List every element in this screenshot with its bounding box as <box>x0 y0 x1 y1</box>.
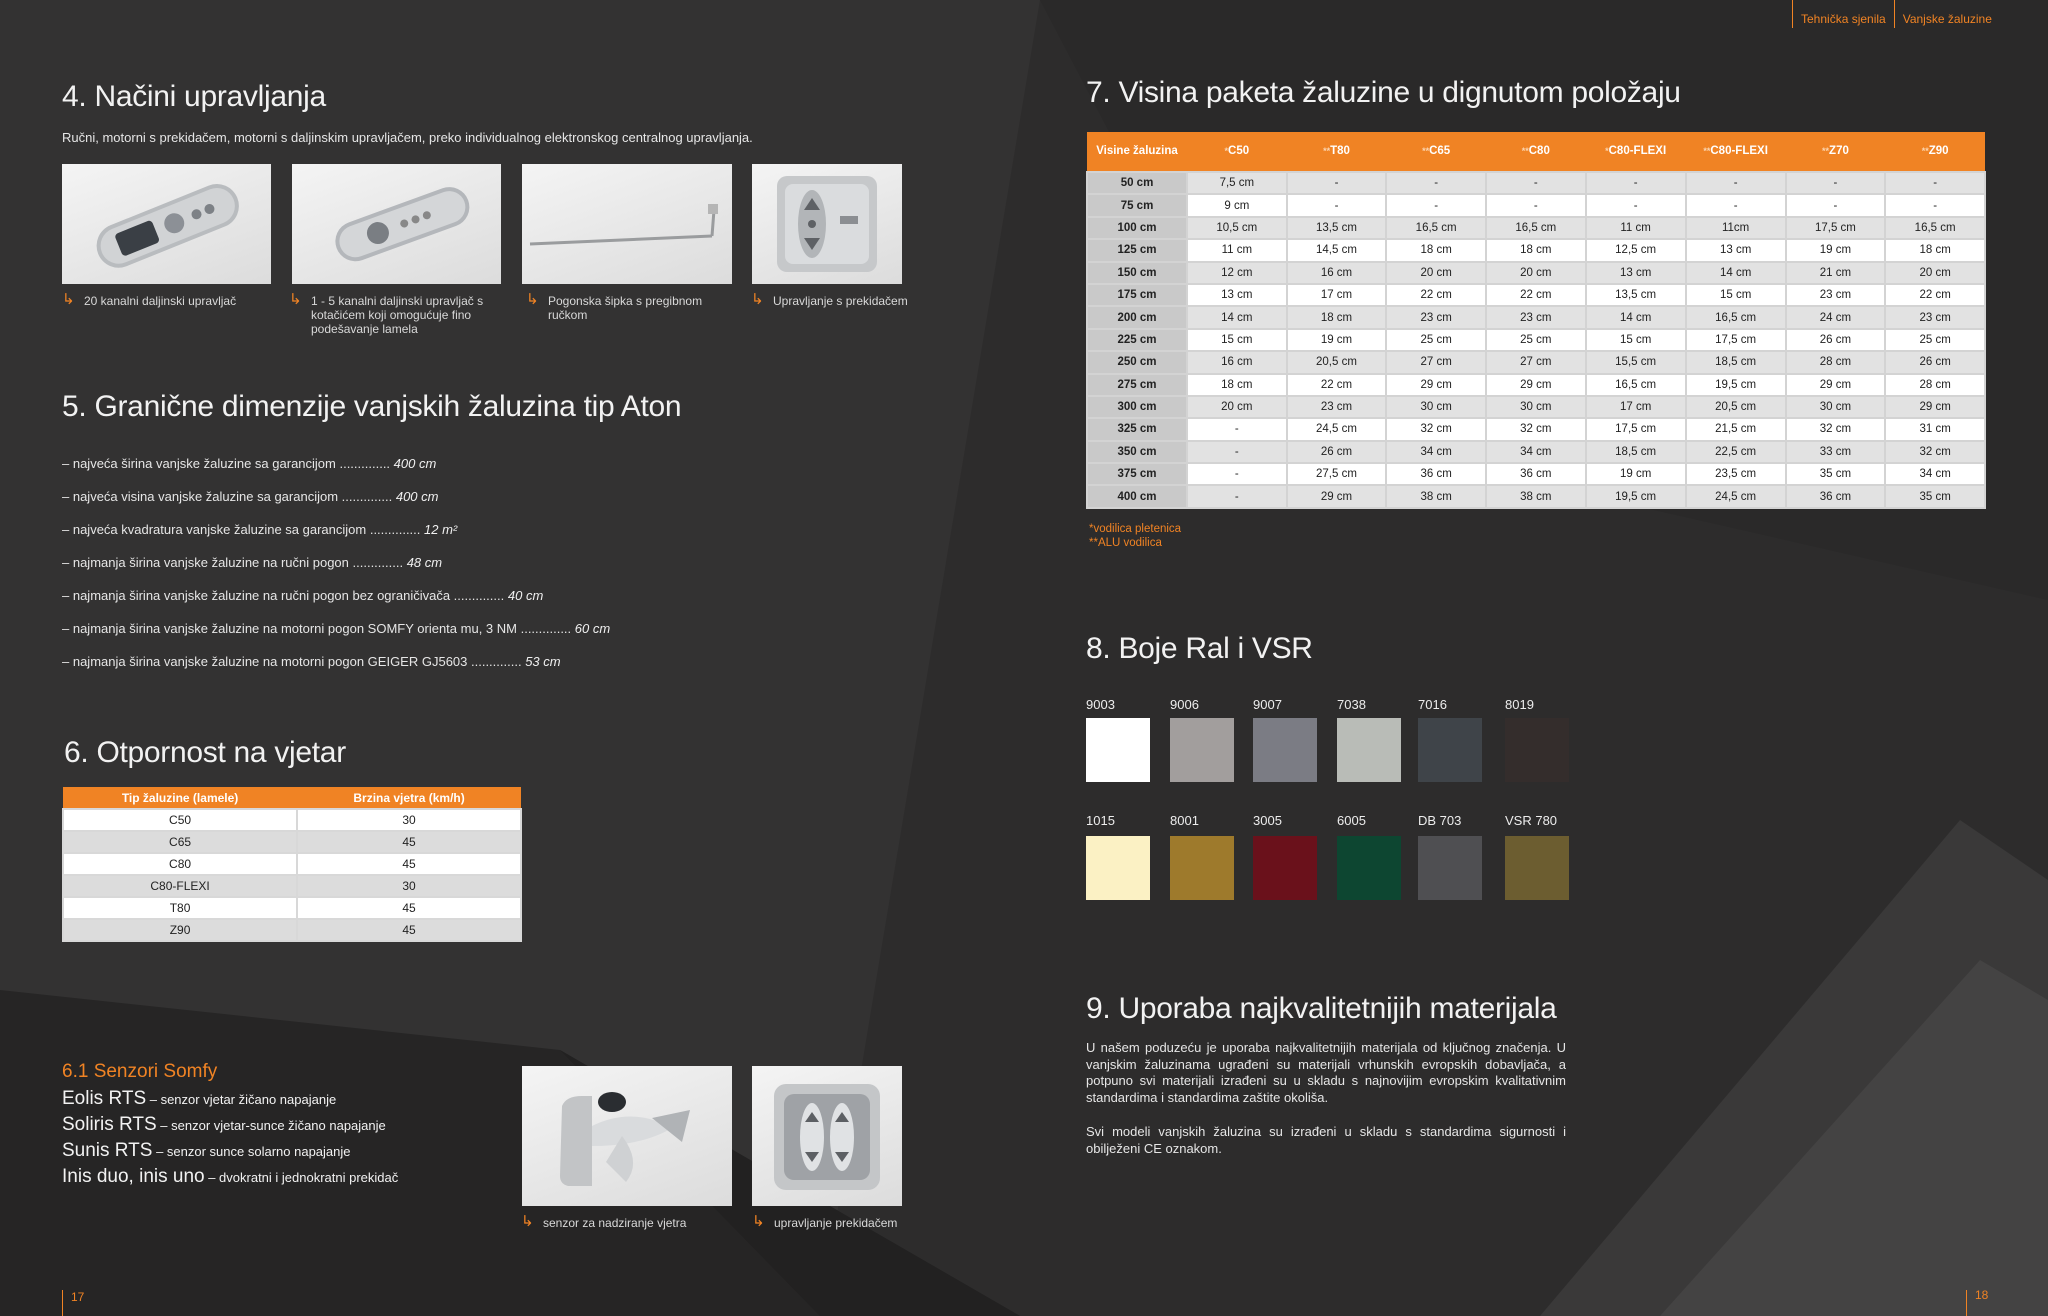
table-cell: 13 cm <box>1187 284 1287 306</box>
table-cell: 19 cm <box>1586 463 1686 485</box>
caption-wind-sensor: ↳ senzor za nadziranje vjetra <box>521 1213 687 1230</box>
row-height-label: 175 cm <box>1087 284 1187 306</box>
table-cell: 20,5 cm <box>1287 351 1387 373</box>
table-cell: 32 cm <box>1885 441 1985 463</box>
table-cell: 17,5 cm <box>1586 418 1686 440</box>
table-cell: 16,5 cm <box>1686 306 1786 328</box>
row-height-label: 200 cm <box>1087 306 1187 328</box>
table-cell: 34 cm <box>1885 463 1985 485</box>
table-cell: 38 cm <box>1486 485 1586 507</box>
table-cell: 29 cm <box>1386 374 1486 396</box>
table-corner-header: Visine žaluzina <box>1087 132 1187 172</box>
remote-20ch-image <box>62 164 271 284</box>
section4-subtitle: Ručni, motorni s prekidačem, motorni s daljinskim upravljačem, preko individualnog elektronskog centralnog upravljanja. <box>62 130 753 145</box>
table-cell: 18 cm <box>1386 239 1486 261</box>
swatch-label: 6005 <box>1337 813 1366 828</box>
table-cell: 22 cm <box>1885 284 1985 306</box>
table-cell: 18,5 cm <box>1686 351 1786 373</box>
table-cell: 19,5 cm <box>1586 485 1686 507</box>
swatch-label: 8001 <box>1170 813 1199 828</box>
table-cell: 20 cm <box>1885 262 1985 284</box>
sensor-item: Soliris RTS – senzor vjetar-sunce žičano napajanje <box>62 1114 386 1135</box>
wind-resistance-table <box>62 787 522 942</box>
table-cell: 23 cm <box>1486 306 1586 328</box>
table-cell: 35 cm <box>1786 463 1886 485</box>
column-header: *C50 <box>1187 132 1287 172</box>
table-cell: 25 cm <box>1386 329 1486 351</box>
table-cell: 14 cm <box>1586 306 1686 328</box>
row-height-label: 125 cm <box>1087 239 1187 261</box>
table-cell: 18 cm <box>1885 239 1985 261</box>
table-row: T80 45 <box>63 897 521 919</box>
column-header: **C80 <box>1486 132 1586 172</box>
table-cell: 30 cm <box>1486 396 1586 418</box>
table-cell: 22 cm <box>1386 284 1486 306</box>
section61-title: 6.1 Senzori Somfy <box>62 1061 218 1082</box>
caption-remote-wheel: ↳ 1 - 5 kanalni daljinski upravljač s kotačićem koji omogućuje fino podešavanje lamela <box>289 291 484 336</box>
page-number-right: 18 <box>1975 1288 1989 1302</box>
page-number-rule-left <box>62 1290 63 1316</box>
row-height-label: 75 cm <box>1087 194 1187 216</box>
row-height-label: 50 cm <box>1087 172 1187 194</box>
limit-item: – najveća visina vanjske žaluzine sa garancijom .............. 400 cm <box>62 489 439 504</box>
sensor-item: Sunis RTS – senzor sunce solarno napajanje <box>62 1140 351 1161</box>
table-row: C50 30 <box>63 809 521 831</box>
table-cell: 34 cm <box>1486 441 1586 463</box>
table-row <box>1087 217 1985 239</box>
table-cell: 17 cm <box>1586 396 1686 418</box>
table-row <box>1087 194 1985 216</box>
table-row: C65 45 <box>63 831 521 853</box>
table-cell: 11 cm <box>1586 217 1686 239</box>
row-height-label: 150 cm <box>1087 262 1187 284</box>
table-cell: 16,5 cm <box>1486 217 1586 239</box>
table-cell: 13,5 cm <box>1586 284 1686 306</box>
color-swatch <box>1505 718 1569 782</box>
table-cell: 18 cm <box>1187 374 1287 396</box>
table-cell: - <box>1287 172 1387 194</box>
table-cell: 31 cm <box>1885 418 1985 440</box>
table-cell: 29 cm <box>1786 374 1886 396</box>
arrow-icon: ↳ <box>752 1213 765 1230</box>
table-cell: 38 cm <box>1386 485 1486 507</box>
section5-title: 5. Granične dimenzije vanjskih žaluzina tip Aton <box>62 390 682 423</box>
arrow-icon: ↳ <box>521 1213 534 1230</box>
table-cell: 17,5 cm <box>1786 217 1886 239</box>
swatch-label: 9003 <box>1086 697 1115 712</box>
table-cell: 14 cm <box>1686 262 1786 284</box>
swatch-label: 7038 <box>1337 697 1366 712</box>
table-cell: 23,5 cm <box>1686 463 1786 485</box>
column-header: **Z70 <box>1786 132 1886 172</box>
section7-title: 7. Visina paketa žaluzine u dignutom položaju <box>1086 76 1681 109</box>
column-header: **Z90 <box>1885 132 1985 172</box>
color-swatch <box>1253 836 1317 900</box>
table-cell: 32 cm <box>1786 418 1886 440</box>
table-cell: 24,5 cm <box>1686 485 1786 507</box>
table-cell: 30 cm <box>1786 396 1886 418</box>
table-cell: - <box>1187 418 1287 440</box>
color-swatch <box>1170 836 1234 900</box>
swatch-label: 1015 <box>1086 813 1115 828</box>
table-cell: 20 cm <box>1386 262 1486 284</box>
table-cell: 14 cm <box>1187 306 1287 328</box>
swatch-label: 9007 <box>1253 697 1282 712</box>
table-notes <box>1089 522 1181 550</box>
color-swatch <box>1505 836 1569 900</box>
table-cell: - <box>1486 194 1586 216</box>
page-header <box>1792 0 1992 28</box>
table-cell: 18 cm <box>1486 239 1586 261</box>
table-row <box>1087 485 1985 507</box>
section8-title: 8. Boje Ral i VSR <box>1086 632 1313 665</box>
table-cell: 23 cm <box>1885 306 1985 328</box>
table-row <box>1087 284 1985 306</box>
column-header: **T80 <box>1287 132 1387 172</box>
table-cell: 15 cm <box>1586 329 1686 351</box>
caption-wall-switch: ↳ Upravljanje s prekidačem <box>751 291 908 308</box>
table-cell: 23 cm <box>1386 306 1486 328</box>
column-header: **C65 <box>1386 132 1486 172</box>
row-height-label: 275 cm <box>1087 374 1187 396</box>
table-cell: 12,5 cm <box>1586 239 1686 261</box>
swatch-label: 8019 <box>1505 697 1534 712</box>
materials-paragraph-1: U našem poduzeću je uporaba najkvalitetnijih materijala od ključnog značenja. U vanjskim žaluzinama ugrađeni su materijali vrhunskih evropskih dobavljača, a potpuno svi materijali izrađeni su u skladu s najnovijim evropskim kvalitativnim standardima i standardima zaštite okoliša. <box>1086 1040 1566 1105</box>
wind-table-header: Brzina vjetra (km/h) <box>297 787 521 809</box>
row-height-label: 100 cm <box>1087 217 1187 239</box>
table-cell: 12 cm <box>1187 262 1287 284</box>
table-cell: 36 cm <box>1786 485 1886 507</box>
table-cell: 15 cm <box>1686 284 1786 306</box>
table-cell: 13,5 cm <box>1287 217 1387 239</box>
table-row <box>1087 329 1985 351</box>
limit-item: – najmanja širina vanjske žaluzine na ručni pogon bez ograničivača .............. 40 cm <box>62 588 544 603</box>
row-height-label: 375 cm <box>1087 463 1187 485</box>
table-row <box>1087 262 1985 284</box>
header-page-label: Vanjske žaluzine <box>1902 12 1992 26</box>
table-cell: 30 cm <box>1386 396 1486 418</box>
table-cell: 11cm <box>1686 217 1786 239</box>
table-cell: 24,5 cm <box>1287 418 1387 440</box>
table-cell: - <box>1586 172 1686 194</box>
column-header: *C80-FLEXI <box>1586 132 1686 172</box>
table-cell: 20 cm <box>1187 396 1287 418</box>
note-alu: **ALU vodilica <box>1089 537 1162 549</box>
table-cell: 7,5 cm <box>1187 172 1287 194</box>
swatch-label: 7016 <box>1418 697 1447 712</box>
table-cell: - <box>1686 172 1786 194</box>
table-cell: 19 cm <box>1287 329 1387 351</box>
table-row: C80 45 <box>63 853 521 875</box>
table-cell: - <box>1786 194 1886 216</box>
swatch-label: 9006 <box>1170 697 1199 712</box>
table-cell: 21,5 cm <box>1686 418 1786 440</box>
table-cell: 16,5 cm <box>1386 217 1486 239</box>
table-row <box>1087 374 1985 396</box>
color-swatch <box>1253 718 1317 782</box>
package-height-table <box>1086 132 1986 509</box>
table-cell: 22,5 cm <box>1686 441 1786 463</box>
caption-remote-20ch: ↳ 20 kanalni daljinski upravljač <box>62 291 237 308</box>
table-cell: 22 cm <box>1287 374 1387 396</box>
table-cell: 18,5 cm <box>1586 441 1686 463</box>
table-cell: 14,5 cm <box>1287 239 1387 261</box>
table-cell: 17,5 cm <box>1686 329 1786 351</box>
table-cell: 16 cm <box>1187 351 1287 373</box>
table-cell: 23 cm <box>1786 284 1886 306</box>
table-cell: 29 cm <box>1885 396 1985 418</box>
table-row <box>1087 418 1985 440</box>
table-cell: - <box>1287 194 1387 216</box>
table-cell: 11 cm <box>1187 239 1287 261</box>
table-cell: 36 cm <box>1486 463 1586 485</box>
table-cell: - <box>1486 172 1586 194</box>
table-cell: - <box>1786 172 1886 194</box>
table-cell: 27 cm <box>1386 351 1486 373</box>
row-height-label: 400 cm <box>1087 485 1187 507</box>
row-height-label: 300 cm <box>1087 396 1187 418</box>
table-cell: 29 cm <box>1287 485 1387 507</box>
limit-item: – najmanja širina vanjske žaluzine na ručni pogon .............. 48 cm <box>62 555 443 570</box>
swatch-label: VSR 780 <box>1505 813 1558 828</box>
table-cell: 23 cm <box>1287 396 1387 418</box>
table-cell: 27,5 cm <box>1287 463 1387 485</box>
page-number-rule-right <box>1966 1290 1967 1316</box>
table-row <box>1087 396 1985 418</box>
caption-crank-rod: ↳ Pogonska šipka s pregibnom ručkom <box>526 291 703 322</box>
color-swatch <box>1418 718 1482 782</box>
color-swatch <box>1086 836 1150 900</box>
sensor-item: Inis duo, inis uno – dvokratni i jednokratni prekidač <box>62 1166 399 1187</box>
table-row <box>1087 306 1985 328</box>
table-cell: 22 cm <box>1486 284 1586 306</box>
table-cell: 21 cm <box>1786 262 1886 284</box>
table-cell: 35 cm <box>1885 485 1985 507</box>
table-cell: 28 cm <box>1786 351 1886 373</box>
table-cell: 28 cm <box>1885 374 1985 396</box>
table-cell: 32 cm <box>1486 418 1586 440</box>
table-cell: - <box>1187 463 1287 485</box>
table-row <box>1087 463 1985 485</box>
table-cell: 26 cm <box>1287 441 1387 463</box>
section9-title: 9. Uporaba najkvalitetnijih materijala <box>1086 992 1557 1025</box>
color-swatch <box>1337 718 1401 782</box>
table-cell: 13 cm <box>1586 262 1686 284</box>
wall-switch-duo-image <box>752 1066 902 1206</box>
table-row: Z90 45 <box>63 919 521 941</box>
table-cell: 9 cm <box>1187 194 1287 216</box>
table-row <box>1087 239 1985 261</box>
color-swatch <box>1086 718 1150 782</box>
table-cell: 19,5 cm <box>1686 374 1786 396</box>
section4-title: 4. Načini upravljanja <box>62 80 326 113</box>
table-cell: 29 cm <box>1486 374 1586 396</box>
table-cell: 33 cm <box>1786 441 1886 463</box>
table-cell: 34 cm <box>1386 441 1486 463</box>
sensor-list <box>62 1086 398 1190</box>
table-cell: - <box>1187 441 1287 463</box>
table-cell: - <box>1386 172 1486 194</box>
page-number-left: 17 <box>71 1290 85 1304</box>
column-header: **C80-FLEXI <box>1686 132 1786 172</box>
row-height-label: 325 cm <box>1087 418 1187 440</box>
table-cell: - <box>1187 485 1287 507</box>
table-cell: 26 cm <box>1885 351 1985 373</box>
arrow-icon: ↳ <box>289 291 302 308</box>
crank-rod-image <box>522 164 732 284</box>
table-cell: 27 cm <box>1486 351 1586 373</box>
section6-title: 6. Otpornost na vjetar <box>64 736 346 769</box>
color-swatch <box>1337 836 1401 900</box>
arrow-icon: ↳ <box>526 291 539 308</box>
table-cell: - <box>1586 194 1686 216</box>
limits-list <box>62 456 610 687</box>
table-cell: 16 cm <box>1287 262 1387 284</box>
row-height-label: 350 cm <box>1087 441 1187 463</box>
row-height-label: 225 cm <box>1087 329 1187 351</box>
table-cell: 32 cm <box>1386 418 1486 440</box>
table-cell: - <box>1686 194 1786 216</box>
limit-item: – najveća kvadratura vanjske žaluzine sa garancijom .............. 12 m² <box>62 522 458 537</box>
table-row <box>1087 441 1985 463</box>
table-cell: 36 cm <box>1386 463 1486 485</box>
table-cell: 13 cm <box>1686 239 1786 261</box>
table-cell: 18 cm <box>1287 306 1387 328</box>
table-cell: 25 cm <box>1486 329 1586 351</box>
note-pletenica: *vodilica pletenica <box>1089 523 1182 535</box>
arrow-icon: ↳ <box>62 291 75 308</box>
table-cell: - <box>1386 194 1486 216</box>
materials-paragraph-2: Svi modeli vanjskih žaluzina su izrađeni u skladu s standardima sigurnosti i obilježeni CE oznakom. <box>1086 1124 1566 1156</box>
table-cell: 15 cm <box>1187 329 1287 351</box>
swatch-label: 3005 <box>1253 813 1282 828</box>
table-cell: - <box>1885 172 1985 194</box>
wind-sensor-image <box>522 1066 732 1206</box>
table-cell: 20,5 cm <box>1686 396 1786 418</box>
table-row <box>1087 172 1985 194</box>
header-section-label: Tehnička sjenila <box>1801 12 1886 26</box>
swatch-label: DB 703 <box>1418 813 1462 828</box>
caption-switch-duo: ↳ upravljanje prekidačem <box>752 1213 898 1230</box>
table-cell: 16,5 cm <box>1885 217 1985 239</box>
remote-wheel-image <box>292 164 501 284</box>
table-cell: 25 cm <box>1885 329 1985 351</box>
limit-item: – najmanja širina vanjske žaluzine na motorni pogon GEIGER GJ5603 .............. 53 cm <box>62 654 561 669</box>
table-cell: - <box>1885 194 1985 216</box>
table-cell: 24 cm <box>1786 306 1886 328</box>
limit-item: – najveća širina vanjske žaluzine sa garancijom .............. 400 cm <box>62 456 437 471</box>
table-row <box>1087 351 1985 373</box>
limit-item: – najmanja širina vanjske žaluzine na motorni pogon SOMFY orienta mu, 3 NM .............. 60 cm <box>62 621 611 636</box>
table-cell: 16,5 cm <box>1586 374 1686 396</box>
wall-switch-image <box>752 164 902 284</box>
sensor-item: Eolis RTS – senzor vjetar žičano napajanje <box>62 1088 337 1109</box>
table-cell: 20 cm <box>1486 262 1586 284</box>
table-row: C80-FLEXI 30 <box>63 875 521 897</box>
color-swatch <box>1418 836 1482 900</box>
table-cell: 15,5 cm <box>1586 351 1686 373</box>
table-cell: 10,5 cm <box>1187 217 1287 239</box>
row-height-label: 250 cm <box>1087 351 1187 373</box>
wind-table-header: Tip žaluzine (lamele) <box>63 787 297 809</box>
color-swatch <box>1170 718 1234 782</box>
table-cell: 17 cm <box>1287 284 1387 306</box>
arrow-icon: ↳ <box>751 291 764 308</box>
table-cell: 19 cm <box>1786 239 1886 261</box>
table-cell: 26 cm <box>1786 329 1886 351</box>
